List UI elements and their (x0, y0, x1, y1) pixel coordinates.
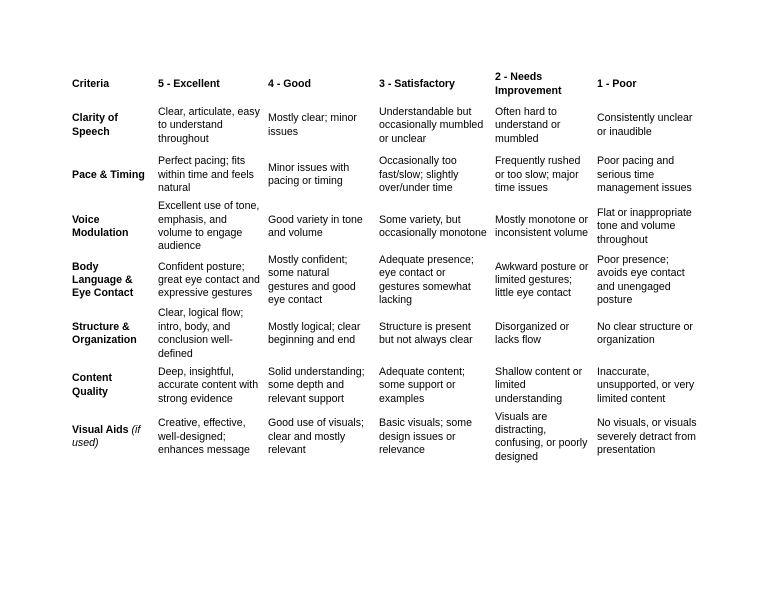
excellent-cell: Clear, articulate, easy to understand throughout (158, 105, 260, 145)
criterion-name: Voice Modulation (72, 213, 129, 239)
table-row (68, 307, 704, 361)
header-criteria: Criteria (72, 77, 110, 90)
rubric-header (68, 68, 704, 101)
header-poor: 1 - Poor (597, 77, 637, 90)
excellent-cell: Confident posture; great eye contact and expressive gestures (158, 260, 260, 300)
table-row (68, 254, 704, 308)
needs-improvement-cell: Disorganized or lacks flow (495, 320, 570, 347)
needs-improvement-cell: Shallow content or limited understanding (495, 365, 583, 405)
criterion-cell (68, 254, 154, 308)
criterion-cell (68, 307, 154, 361)
rubric-table (68, 68, 704, 464)
excellent-cell: Clear, logical flow; intro, body, and conclusion well-defined (158, 307, 244, 360)
criterion-note: (if used) (72, 424, 141, 450)
header-satisfactory: 3 - Satisfactory (379, 77, 455, 90)
satisfactory-cell: Basic visuals; some design issues or relevance (379, 417, 473, 457)
header-row (68, 68, 704, 101)
needs-improvement-cell: Often hard to understand or mumbled (495, 105, 561, 145)
rubric-body (68, 101, 704, 464)
criterion-name: Structure & Organization (72, 320, 137, 347)
poor-cell: No visuals, or visuals severely detract from presentation (597, 417, 697, 457)
table-row (68, 101, 704, 151)
excellent-cell: Perfect pacing; fits within time and feels natural (158, 155, 254, 195)
table-row (68, 361, 704, 411)
satisfactory-cell: Understandable but occasionally mumbled or unclear (379, 105, 484, 145)
good-cell: Good variety in tone and volume (268, 213, 363, 239)
satisfactory-cell: Structure is present but not always clear (379, 320, 473, 347)
criterion-cell (68, 151, 154, 201)
poor-cell: Consistently unclear or inaudible (597, 112, 693, 138)
criterion-name: Clarity of Speech (72, 112, 118, 138)
poor-cell: Flat or inappropriate tone and volume throughout (597, 206, 692, 246)
table-row (68, 411, 704, 465)
criterion-name: Content Quality (72, 372, 113, 398)
table-row (68, 151, 704, 201)
needs-improvement-cell: Mostly monotone or inconsistent volume (495, 213, 589, 239)
satisfactory-cell: Some variety, but occasionally monotone (379, 213, 487, 239)
poor-cell: Poor pacing and serious time management issues (597, 155, 692, 195)
poor-cell: Inaccurate, unsupported, or very limited content (597, 365, 695, 405)
criterion-name: Pace & Timing (72, 168, 145, 181)
header-good: 4 - Good (268, 77, 311, 90)
poor-cell: Poor presence; avoids eye contact and unengaged posture (597, 253, 685, 307)
good-cell: Good use of visuals; clear and mostly relevant (268, 417, 364, 457)
satisfactory-cell: Adequate presence; eye contact or gestures somewhat lacking (379, 253, 474, 307)
poor-cell: No clear structure or organization (597, 320, 693, 347)
criterion-cell (68, 101, 154, 151)
criterion-cell (68, 411, 154, 465)
satisfactory-cell: Adequate content; some support or examples (379, 365, 465, 405)
needs-improvement-cell: Awkward posture or limited gestures; little eye contact (495, 260, 589, 300)
criterion-name: Visual Aids (72, 424, 129, 437)
satisfactory-cell: Occasionally too fast/slow; slightly over/under time (379, 155, 459, 195)
needs-improvement-cell: Frequently rushed or too slow; major time issues (495, 155, 581, 195)
criterion-cell (68, 361, 154, 411)
good-cell: Solid understanding; some depth and relevant support (268, 365, 365, 405)
needs-improvement-cell: Visuals are distracting, confusing, or poorly designed (495, 410, 588, 463)
header-excellent: 5 - Excellent (158, 77, 220, 90)
header-needs-improvement: 2 - Needs Improvement (495, 71, 562, 97)
criterion-name: Body Language & Eye Contact (72, 260, 134, 300)
excellent-cell: Deep, insightful, accurate content with strong evidence (158, 365, 259, 405)
excellent-cell: Creative, effective, well-designed; enhances message (158, 417, 250, 457)
good-cell: Minor issues with pacing or timing (268, 161, 350, 188)
good-cell: Mostly logical; clear beginning and end (268, 320, 361, 347)
excellent-cell: Excellent use of tone, emphasis, and volume to engage audience (158, 200, 260, 253)
good-cell: Mostly clear; minor issues (268, 112, 357, 138)
table-row (68, 200, 704, 254)
good-cell: Mostly confident; some natural gestures and good eye contact (268, 253, 356, 307)
criterion-cell (68, 200, 154, 254)
